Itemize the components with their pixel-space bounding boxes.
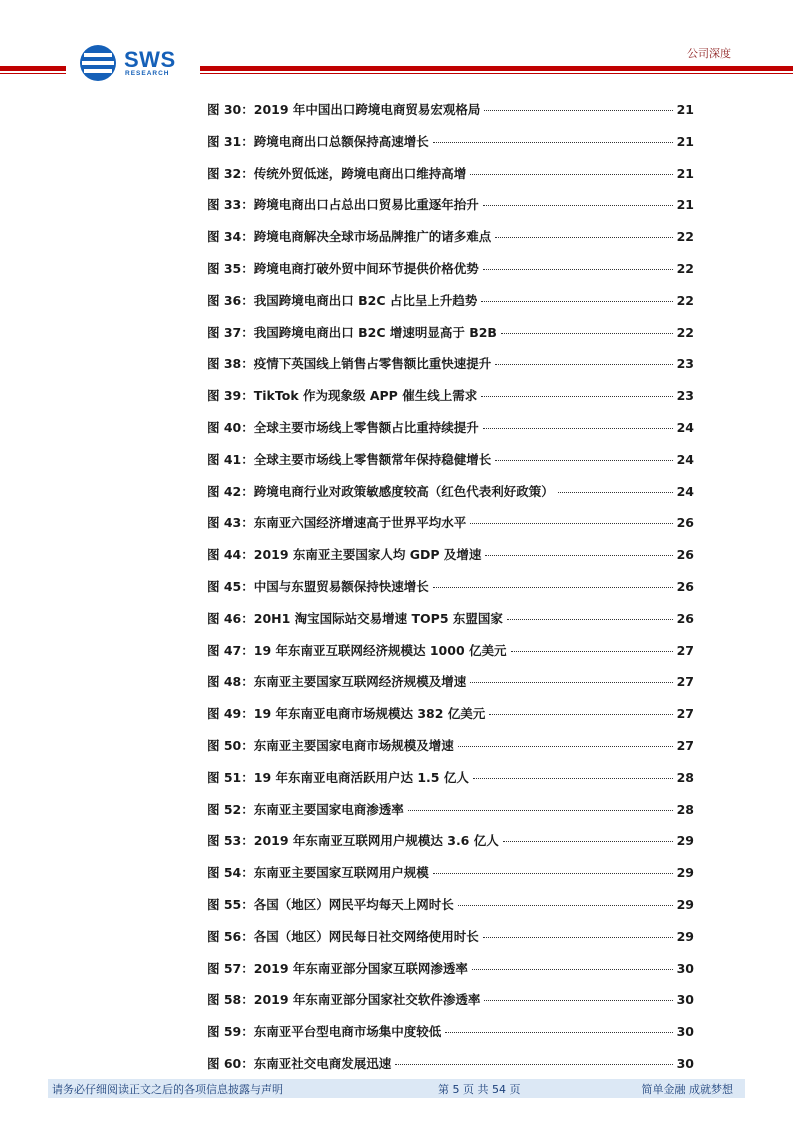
toc-leader-dots [485, 555, 672, 556]
toc-leader-dots [495, 460, 672, 461]
toc-entry[interactable] [207, 800, 694, 832]
toc-entry-page: 30 [676, 1024, 694, 1040]
toc-entry[interactable] [207, 513, 694, 545]
header-rule-left-thin [0, 73, 66, 74]
toc-entry-label: 图 38：疫情下英国线上销售占零售额比重快速提升 [207, 356, 492, 372]
toc-entry-label: 图 49：19 年东南亚电商市场规模达 382 亿美元 [207, 706, 486, 722]
toc-leader-dots [458, 905, 673, 906]
toc-entry[interactable] [207, 641, 694, 673]
toc-entry-label: 图 48：东南亚主要国家互联网经济规模及增速 [207, 674, 467, 690]
toc-leader-dots [472, 969, 673, 970]
toc-entry-label: 图 30：2019 年中国出口跨境电商贸易宏观格局 [207, 102, 481, 117]
toc-entry-page: 29 [676, 865, 694, 881]
toc-entry[interactable] [207, 132, 694, 164]
toc-leader-dots [558, 492, 673, 493]
toc-entry-label: 图 60：东南亚社交电商发展迅速 [207, 1055, 392, 1071]
toc-entry-page: 21 [676, 197, 694, 213]
toc-leader-dots [408, 810, 673, 811]
toc-entry[interactable] [207, 959, 694, 991]
toc-entry[interactable] [207, 990, 694, 1022]
toc-entry-page: 22 [676, 229, 694, 245]
toc-leader-dots [483, 269, 673, 270]
toc-leader-dots [433, 587, 673, 588]
toc-entry-page: 24 [676, 419, 694, 435]
toc-entry[interactable] [207, 195, 694, 227]
toc-leader-dots [481, 301, 672, 302]
toc-entry-page: 23 [676, 388, 694, 404]
toc-entry-page: 26 [676, 578, 694, 594]
toc-entry-label: 图 44：2019 东南亚主要国家人均 GDP 及增速 [207, 547, 482, 563]
toc-entry-page: 29 [676, 896, 694, 912]
toc-entry-label: 图 52：东南亚主要国家电商渗透率 [207, 801, 404, 817]
toc-entry-label: 图 53：2019 年东南亚互联网用户规模达 3.6 亿人 [207, 833, 499, 849]
footer-slogan: 简单金融 成就梦想 [641, 1083, 733, 1096]
toc-entry-label: 图 37：我国跨境电商出口 B2C 增速明显高于 B2B [207, 324, 497, 340]
toc-entry-label: 图 45：中国与东盟贸易额保持快速增长 [207, 578, 429, 594]
toc-entry-label: 图 35：跨境电商打破外贸中间环节提供价格优势 [207, 260, 479, 276]
toc-leader-dots [484, 1000, 672, 1001]
toc-entry-page: 30 [676, 1055, 694, 1071]
toc-entry-label: 图 33：跨境电商出口占总出口贸易比重逐年抬升 [207, 197, 479, 213]
toc-leader-dots [433, 142, 673, 143]
toc-entry-page: 22 [676, 324, 694, 340]
toc-entry[interactable] [207, 863, 694, 895]
footer-page-info: 第 5 页 共 54 页 [438, 1083, 521, 1096]
toc-leader-dots [511, 651, 673, 652]
toc-entry[interactable] [207, 450, 694, 482]
toc-entry-label: 图 55：各国（地区）网民平均每天上网时长 [207, 896, 454, 912]
toc-entry[interactable] [207, 291, 694, 323]
toc-leader-dots [483, 937, 673, 938]
toc-entry-page: 29 [676, 833, 694, 849]
toc-entry[interactable] [207, 768, 694, 800]
toc-leader-dots [445, 1032, 672, 1033]
toc-entry-page: 21 [676, 165, 694, 181]
toc-entry[interactable] [207, 386, 694, 418]
toc-entry-label: 图 59：东南亚平台型电商市场集中度较低 [207, 1024, 442, 1040]
toc-entry-label: 图 58：2019 年东南亚部分国家社交软件渗透率 [207, 992, 481, 1008]
toc-leader-dots [433, 873, 673, 874]
header-rule-left [0, 66, 66, 71]
toc-entry[interactable] [207, 672, 694, 704]
toc-leader-dots [484, 110, 672, 111]
toc-leader-dots [495, 364, 672, 365]
toc-entry-label: 图 34：跨境电商解决全球市场品牌推广的诸多难点 [207, 229, 492, 245]
toc-entry-page: 24 [676, 483, 694, 499]
page-footer [48, 1079, 745, 1098]
page-header [0, 0, 793, 90]
logo-subtext: RESEARCH [125, 70, 170, 77]
toc-entry-label: 图 47：19 年东南亚互联网经济规模达 1000 亿美元 [207, 642, 507, 658]
toc-entry-label: 图 50：东南亚主要国家电商市场规模及增速 [207, 737, 454, 753]
toc-entry[interactable] [207, 736, 694, 768]
toc-entry[interactable] [207, 259, 694, 291]
toc-leader-dots [470, 523, 672, 524]
toc-entry[interactable] [207, 831, 694, 863]
toc-entry[interactable] [207, 100, 694, 132]
toc-entry-page: 27 [676, 674, 694, 690]
toc-leader-dots [489, 714, 672, 715]
toc-entry-page: 22 [676, 260, 694, 276]
toc-entry-label: 图 54：东南亚主要国家互联网用户规模 [207, 865, 429, 881]
sws-globe-icon [78, 43, 120, 83]
footer-disclaimer: 请务必仔细阅读正文之后的各项信息披露与声明 [52, 1083, 283, 1096]
toc-leader-dots [495, 237, 672, 238]
toc-entry[interactable] [207, 704, 694, 736]
toc-entry-page: 23 [676, 356, 694, 372]
toc-entry-page: 26 [676, 515, 694, 531]
toc-entry-page: 26 [676, 610, 694, 626]
toc-entry[interactable] [207, 323, 694, 355]
toc-entry-page: 26 [676, 547, 694, 563]
toc-entry[interactable] [207, 895, 694, 927]
toc-entry-page: 30 [676, 992, 694, 1008]
toc-entry-label: 图 40：全球主要市场线上零售额占比重持续提升 [207, 419, 479, 435]
toc-entry[interactable] [207, 609, 694, 641]
toc-entry-page: 30 [676, 960, 694, 976]
sws-logo [78, 43, 198, 83]
toc-entry-label: 图 32：传统外贸低迷，跨境电商出口维持高增 [207, 165, 467, 181]
toc-entry-label: 图 42：跨境电商行业对政策敏感度较高（红色代表利好政策） [207, 483, 554, 499]
toc-entry-label: 图 36：我国跨境电商出口 B2C 占比呈上升趋势 [207, 292, 478, 308]
header-rule-right [200, 66, 793, 71]
toc-leader-dots [470, 174, 672, 175]
toc-entry[interactable] [207, 577, 694, 609]
toc-entry[interactable] [207, 354, 694, 386]
toc-entry-label: 图 51：19 年东南亚电商活跃用户达 1.5 亿人 [207, 769, 469, 785]
figure-index-list [207, 100, 694, 1086]
toc-entry-page: 28 [676, 801, 694, 817]
toc-leader-dots [473, 778, 673, 779]
toc-entry-label: 图 41：全球主要市场线上零售额常年保持稳健增长 [207, 451, 492, 467]
toc-leader-dots [395, 1064, 672, 1065]
toc-entry-label: 图 46：20H1 淘宝国际站交易增速 TOP5 东盟国家 [207, 610, 503, 626]
toc-entry[interactable] [207, 418, 694, 450]
toc-leader-dots [501, 333, 673, 334]
toc-entry[interactable] [207, 227, 694, 259]
toc-leader-dots [481, 396, 672, 397]
toc-entry-page: 27 [676, 737, 694, 753]
toc-entry-page: 21 [676, 102, 694, 117]
toc-entry[interactable] [207, 545, 694, 577]
toc-entry[interactable] [207, 482, 694, 514]
toc-entry-page: 28 [676, 769, 694, 785]
report-type: 公司深度 [687, 47, 731, 60]
toc-entry[interactable] [207, 927, 694, 959]
toc-entry-page: 27 [676, 642, 694, 658]
logo-text: SWS [124, 47, 176, 72]
toc-entry-label: 图 56：各国（地区）网民每日社交网络使用时长 [207, 928, 479, 944]
toc-entry-page: 29 [676, 928, 694, 944]
toc-entry-page: 24 [676, 451, 694, 467]
toc-entry-label: 图 43：东南亚六国经济增速高于世界平均水平 [207, 515, 467, 531]
toc-entry-page: 22 [676, 292, 694, 308]
toc-entry-label: 图 31：跨境电商出口总额保持高速增长 [207, 133, 429, 149]
toc-leader-dots [458, 746, 673, 747]
toc-leader-dots [483, 205, 673, 206]
toc-entry-label: 图 39：TikTok 作为现象级 APP 催生线上需求 [207, 388, 478, 404]
toc-entry[interactable] [207, 1022, 694, 1054]
toc-entry-page: 27 [676, 706, 694, 722]
toc-entry[interactable] [207, 164, 694, 196]
toc-leader-dots [470, 682, 672, 683]
toc-entry-label: 图 57：2019 年东南亚部分国家互联网渗透率 [207, 960, 468, 976]
toc-leader-dots [507, 619, 673, 620]
toc-entry-page: 21 [676, 133, 694, 149]
header-rule-right-thin [200, 73, 793, 74]
toc-leader-dots [483, 428, 673, 429]
toc-leader-dots [503, 841, 673, 842]
